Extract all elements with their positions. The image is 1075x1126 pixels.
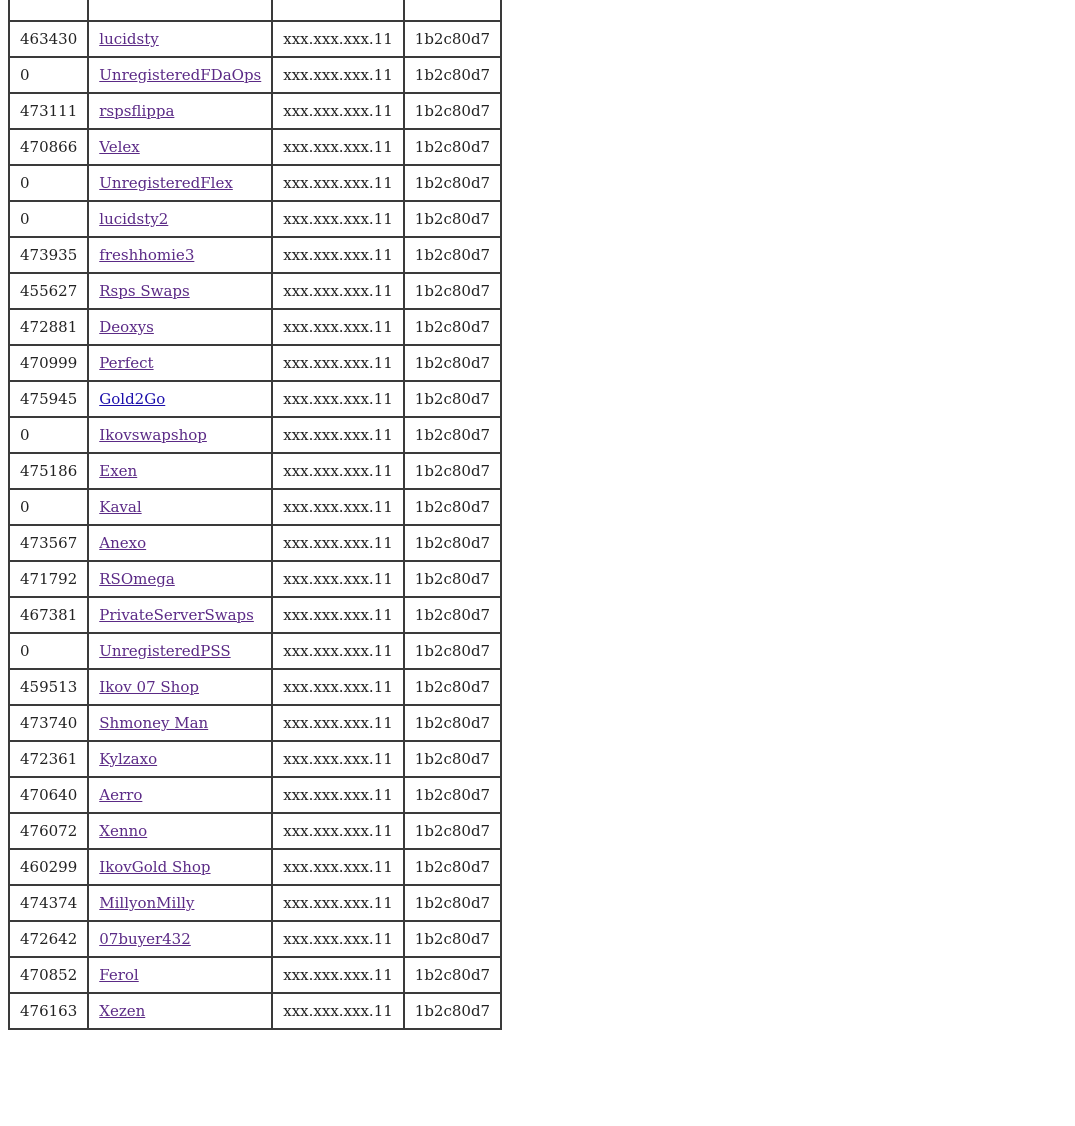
username-link[interactable]: Kylzaxo xyxy=(99,750,158,768)
user-id-cell: 472361 xyxy=(9,741,88,777)
user-id-cell: 460299 xyxy=(9,849,88,885)
username-cell xyxy=(88,0,272,21)
user-id-cell: 475186 xyxy=(9,453,88,489)
table-row xyxy=(9,957,501,993)
ip-address-cell: xxx.xxx.xxx.11 xyxy=(272,165,404,201)
hash-cell: 1b2c80d7 xyxy=(404,921,501,957)
username-cell xyxy=(88,93,272,129)
username-link[interactable]: Ferol xyxy=(99,966,139,984)
ip-address-cell: xxx.xxx.xxx.11 xyxy=(272,21,404,57)
table-row xyxy=(9,345,501,381)
hash-cell: 1b2c80d7 xyxy=(404,201,501,237)
table-row xyxy=(9,561,501,597)
username-cell xyxy=(88,453,272,489)
username-cell xyxy=(88,57,272,93)
hash-cell: 1b2c80d7 xyxy=(404,597,501,633)
username-cell xyxy=(88,777,272,813)
username-cell xyxy=(88,885,272,921)
table-row xyxy=(9,201,501,237)
user-id-cell: 473740 xyxy=(9,705,88,741)
ip-address-cell: xxx.xxx.xxx.11 xyxy=(272,57,404,93)
user-id-cell: 476163 xyxy=(9,993,88,1029)
table-row xyxy=(9,237,501,273)
username-cell xyxy=(88,993,272,1029)
hash-cell: 1b2c80d7 xyxy=(404,741,501,777)
hash-cell: 1b2c80d7 xyxy=(404,957,501,993)
username-link[interactable]: UnregisteredPSS xyxy=(99,642,231,660)
ip-address-cell: xxx.xxx.xxx.11 xyxy=(272,921,404,957)
hash-cell: 1b2c80d7 xyxy=(404,165,501,201)
ip-address-cell: xxx.xxx.xxx.11 xyxy=(272,633,404,669)
hash-cell: 1b2c80d7 xyxy=(404,993,501,1029)
username-cell xyxy=(88,561,272,597)
user-id-cell: 476072 xyxy=(9,813,88,849)
hash-cell: 1b2c80d7 xyxy=(404,273,501,309)
username-link[interactable]: Xenno xyxy=(99,822,148,840)
user-id-cell: 0 xyxy=(9,201,88,237)
user-id-cell: 471792 xyxy=(9,561,88,597)
username-link[interactable]: PrivateServerSwaps xyxy=(99,606,254,624)
ip-address-cell: xxx.xxx.xxx.11 xyxy=(272,201,404,237)
user-id-cell: 467381 xyxy=(9,597,88,633)
username-cell xyxy=(88,921,272,957)
hash-cell: 1b2c80d7 xyxy=(404,669,501,705)
username-link[interactable]: UnregisteredFlex xyxy=(99,174,233,192)
ip-address-cell: xxx.xxx.xxx.11 xyxy=(272,993,404,1029)
table-row xyxy=(9,21,501,57)
table-row xyxy=(9,57,501,93)
ip-address-cell: xxx.xxx.xxx.11 xyxy=(272,957,404,993)
user-id-cell: 473567 xyxy=(9,525,88,561)
user-id-cell: 459513 xyxy=(9,669,88,705)
table-row xyxy=(9,633,501,669)
username-link[interactable]: Ikovswapshop xyxy=(99,426,207,444)
username-link[interactable]: Xezen xyxy=(99,1002,146,1020)
user-id-cell: 463430 xyxy=(9,21,88,57)
ip-address-cell: xxx.xxx.xxx.11 xyxy=(272,345,404,381)
ip-address-cell xyxy=(272,0,404,21)
table-row xyxy=(9,309,501,345)
user-id-cell: 470866 xyxy=(9,129,88,165)
ip-address-cell: xxx.xxx.xxx.11 xyxy=(272,129,404,165)
hash-cell: 1b2c80d7 xyxy=(404,93,501,129)
ip-address-cell: xxx.xxx.xxx.11 xyxy=(272,489,404,525)
table-row xyxy=(9,525,501,561)
username-cell xyxy=(88,633,272,669)
username-cell xyxy=(88,525,272,561)
user-id-cell: 473111 xyxy=(9,93,88,129)
username-link[interactable]: Exen xyxy=(99,462,138,480)
hash-cell: 1b2c80d7 xyxy=(404,777,501,813)
table-wrapper xyxy=(8,0,502,1030)
user-ip-table xyxy=(8,0,502,1030)
hash-cell: 1b2c80d7 xyxy=(404,885,501,921)
username-link[interactable]: Deoxys xyxy=(99,318,154,336)
username-link[interactable]: MillyonMilly xyxy=(99,894,195,912)
hash-cell: 1b2c80d7 xyxy=(404,489,501,525)
hash-cell: 1b2c80d7 xyxy=(404,849,501,885)
username-link[interactable]: Kaval xyxy=(99,498,142,516)
table-row xyxy=(9,885,501,921)
username-cell xyxy=(88,129,272,165)
hash-cell xyxy=(404,0,501,21)
username-link[interactable]: lucidsty2 xyxy=(99,210,169,228)
table-row xyxy=(9,273,501,309)
table-row xyxy=(9,453,501,489)
username-link[interactable]: 07buyer432 xyxy=(99,930,191,948)
user-id-cell: 455627 xyxy=(9,273,88,309)
ip-address-cell: xxx.xxx.xxx.11 xyxy=(272,309,404,345)
user-id-cell: 474374 xyxy=(9,885,88,921)
user-id-cell: 470852 xyxy=(9,957,88,993)
username-link[interactable]: Gold2Go xyxy=(99,390,166,408)
ip-address-cell: xxx.xxx.xxx.11 xyxy=(272,273,404,309)
ip-address-cell: xxx.xxx.xxx.11 xyxy=(272,453,404,489)
ip-address-cell: xxx.xxx.xxx.11 xyxy=(272,849,404,885)
username-link[interactable]: Anexo xyxy=(99,534,147,552)
hash-cell: 1b2c80d7 xyxy=(404,525,501,561)
table-row xyxy=(9,669,501,705)
hash-cell: 1b2c80d7 xyxy=(404,237,501,273)
username-cell xyxy=(88,741,272,777)
user-id-cell: 470999 xyxy=(9,345,88,381)
hash-cell: 1b2c80d7 xyxy=(404,345,501,381)
hash-cell: 1b2c80d7 xyxy=(404,309,501,345)
table-row xyxy=(9,93,501,129)
username-cell xyxy=(88,813,272,849)
table-row xyxy=(9,129,501,165)
username-cell xyxy=(88,309,272,345)
table-row xyxy=(9,921,501,957)
hash-cell: 1b2c80d7 xyxy=(404,57,501,93)
username-link[interactable]: Velex xyxy=(99,138,140,156)
username-cell xyxy=(88,201,272,237)
user-id-cell: 0 xyxy=(9,633,88,669)
table-row xyxy=(9,993,501,1029)
user-id-cell: 0 xyxy=(9,417,88,453)
ip-address-cell: xxx.xxx.xxx.11 xyxy=(272,813,404,849)
username-cell xyxy=(88,237,272,273)
table-row xyxy=(9,741,501,777)
table-row xyxy=(9,165,501,201)
user-id-cell: 472881 xyxy=(9,309,88,345)
username-cell xyxy=(88,597,272,633)
table-row xyxy=(9,0,501,21)
ip-address-cell: xxx.xxx.xxx.11 xyxy=(272,381,404,417)
hash-cell: 1b2c80d7 xyxy=(404,705,501,741)
table-row xyxy=(9,705,501,741)
username-link[interactable]: freshhomie3 xyxy=(99,246,195,264)
username-cell xyxy=(88,669,272,705)
username-link[interactable]: lucidsty xyxy=(99,30,159,48)
user-id-cell: 470640 xyxy=(9,777,88,813)
table-row xyxy=(9,849,501,885)
table-row xyxy=(9,489,501,525)
ip-address-cell: xxx.xxx.xxx.11 xyxy=(272,417,404,453)
username-cell xyxy=(88,849,272,885)
hash-cell: 1b2c80d7 xyxy=(404,633,501,669)
username-link[interactable]: Ikov 07 Shop xyxy=(99,678,199,696)
user-id-cell: 0 xyxy=(9,57,88,93)
table-row xyxy=(9,813,501,849)
username-cell xyxy=(88,957,272,993)
table-row xyxy=(9,381,501,417)
user-id-cell xyxy=(9,0,88,21)
username-link[interactable]: IkovGold Shop xyxy=(99,858,211,876)
ip-address-cell: xxx.xxx.xxx.11 xyxy=(272,741,404,777)
username-link[interactable]: Shmoney Man xyxy=(99,714,209,732)
ip-address-cell: xxx.xxx.xxx.11 xyxy=(272,561,404,597)
username-cell xyxy=(88,165,272,201)
ip-address-cell: xxx.xxx.xxx.11 xyxy=(272,93,404,129)
user-id-cell: 0 xyxy=(9,165,88,201)
ip-address-cell: xxx.xxx.xxx.11 xyxy=(272,885,404,921)
username-cell xyxy=(88,21,272,57)
hash-cell: 1b2c80d7 xyxy=(404,417,501,453)
username-link[interactable]: rspsflippa xyxy=(99,102,175,120)
ip-address-cell: xxx.xxx.xxx.11 xyxy=(272,669,404,705)
hash-cell: 1b2c80d7 xyxy=(404,21,501,57)
table-row xyxy=(9,417,501,453)
table-row xyxy=(9,777,501,813)
user-id-cell: 0 xyxy=(9,489,88,525)
username-cell xyxy=(88,705,272,741)
username-cell xyxy=(88,345,272,381)
ip-address-cell: xxx.xxx.xxx.11 xyxy=(272,525,404,561)
user-id-cell: 473935 xyxy=(9,237,88,273)
ip-address-cell: xxx.xxx.xxx.11 xyxy=(272,777,404,813)
username-link[interactable]: Perfect xyxy=(99,354,154,372)
ip-address-cell: xxx.xxx.xxx.11 xyxy=(272,597,404,633)
table-body xyxy=(9,0,501,1029)
ip-address-cell: xxx.xxx.xxx.11 xyxy=(272,705,404,741)
table-row xyxy=(9,597,501,633)
username-cell xyxy=(88,417,272,453)
username-cell xyxy=(88,273,272,309)
username-link[interactable]: Aerro xyxy=(99,786,143,804)
username-cell xyxy=(88,489,272,525)
ip-address-cell: xxx.xxx.xxx.11 xyxy=(272,237,404,273)
user-id-cell: 475945 xyxy=(9,381,88,417)
username-link[interactable]: UnregisteredFDaOps xyxy=(99,66,262,84)
hash-cell: 1b2c80d7 xyxy=(404,381,501,417)
hash-cell: 1b2c80d7 xyxy=(404,129,501,165)
hash-cell: 1b2c80d7 xyxy=(404,561,501,597)
hash-cell: 1b2c80d7 xyxy=(404,453,501,489)
hash-cell: 1b2c80d7 xyxy=(404,813,501,849)
username-link[interactable]: Rsps Swaps xyxy=(99,282,190,300)
username-cell xyxy=(88,381,272,417)
user-id-cell: 472642 xyxy=(9,921,88,957)
username-link[interactable]: RSOmega xyxy=(99,570,175,588)
